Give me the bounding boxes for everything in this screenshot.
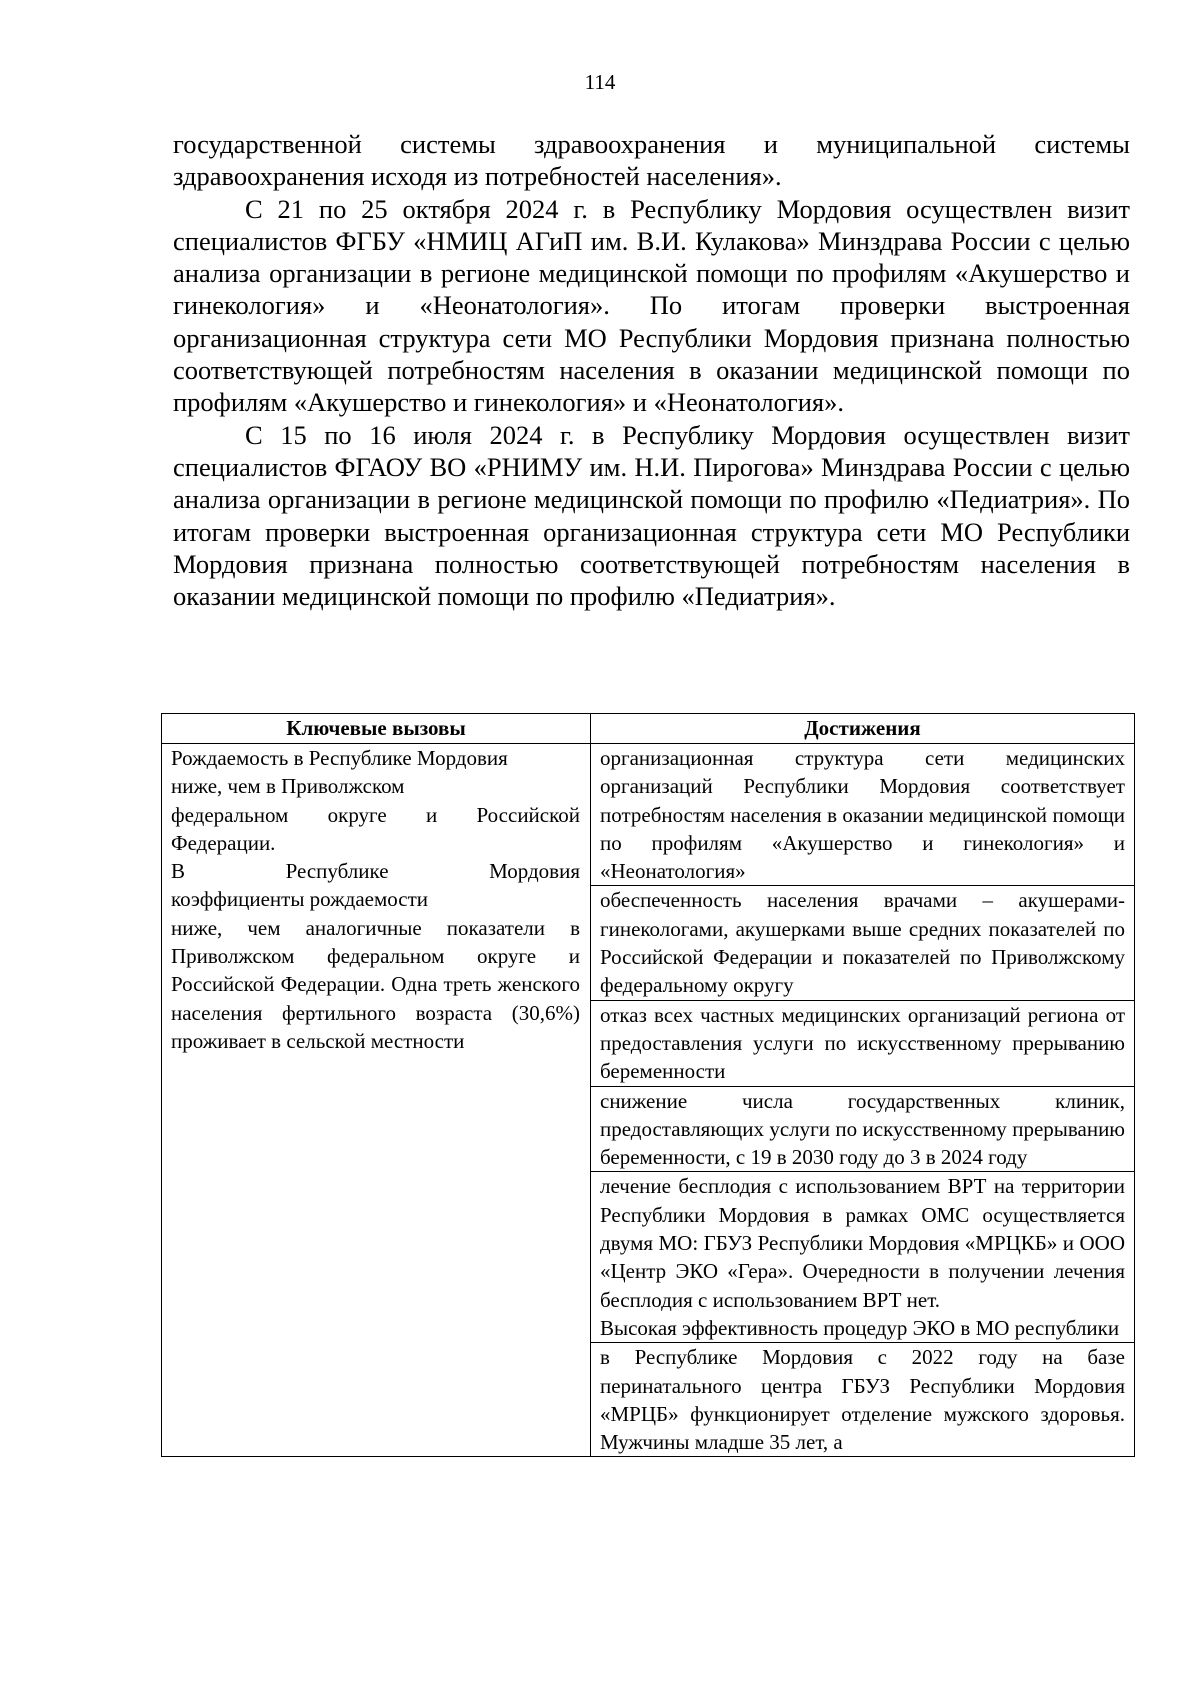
achievement-cell: организационная структура сети медицинских организаций Республики Мордовия соответствует потребностям населения в оказании медицинской помощи по профилям «Акушерство и гинекология» и «Неонатология»	[591, 744, 1135, 886]
paragraph: С 21 по 25 октября 2024 г. в Республику Мордовия осуществлен визит специалистов ФГБУ «НМИЦ АГиП им. В.И. Кулакова» Минздрава России с целью анализа организации в регионе медицинской помощи по профилям «Акушерство и гинекология» и «Неонатология». По итогам проверки выстроенная организационная структура сети МО Республики Мордовия признана полностью соответствующей потребностям населения в оказании медицинской помощи по профилям «Акушерство и гинекология» и «Неонатология».	[173, 193, 1130, 418]
challenge-line: ниже, чем в Приволжском	[171, 774, 405, 799]
table-row	[162, 744, 1135, 886]
achievement-cell: отказ всех частных медицинских организаций региона от предоставления услуги по искусственному прерыванию беременности	[591, 1000, 1135, 1086]
achievement-cell: обеспеченность населения врачами – акушерами-гинекологами, акушерками выше средних показателей по Российской Федерации и показателей по Приволжскому федеральному округу	[591, 886, 1135, 1000]
challenges-cell	[162, 744, 591, 1457]
challenge-line: В Республике Мордовия	[171, 859, 580, 884]
header-achievements: Достижения	[591, 714, 1135, 744]
challenge-line: Федерации.	[171, 830, 276, 855]
body-text	[173, 128, 1130, 612]
challenge-line: коэффициенты рождаемости	[171, 887, 429, 912]
achievement-text: лечение бесплодия с использованием ВРТ на территории Республики Мордовия в рамках ОМС осуществляется двумя МО: ГБУЗ Республики Мордовия «МРЦКБ» и ООО «Центр ЭКО «Гера». Очередности в получении лечения бесплодия с использованием ВРТ нет.	[600, 1174, 1125, 1312]
achievement-cell: в Республике Мордовия с 2022 году на базе перинатального центра ГБУЗ Республики Мордовия «МРЦБ» функционирует отделение мужского здоровья. Мужчины младше 35 лет, а	[591, 1343, 1135, 1457]
achievement-cell	[591, 1172, 1135, 1343]
paragraph: С 15 по 16 июля 2024 г. в Республику Мордовия осуществлен визит специалистов ФГАОУ ВО «РНИМУ им. Н.И. Пирогова» Минздрава России с целью анализа организации в регионе медицинской помощи по профилю «Педиатрия». По итогам проверки выстроенная организационная структура сети МО Республики Мордовия признана полностью соответствующей потребностям населения в оказании медицинской помощи по профилю «Педиатрия».	[173, 419, 1130, 612]
header-challenges: Ключевые вызовы	[162, 714, 591, 744]
achievement-cell: снижение числа государственных клиник, предоставляющих услуги по искусственному прерыванию беременности, с 19 в 2030 году до 3 в 2024 году	[591, 1086, 1135, 1172]
paragraph: государственной системы здравоохранения и муниципальной системы здравоохранения исходя из потребностей населения».	[173, 129, 1130, 192]
challenge-line: ниже, чем аналогичные показатели в Приволжском федеральном округе и Российской Федерации. Одна треть женского населения фертильного возраста (30,6%) проживает в сельской местности	[171, 915, 580, 1053]
page-number: 114	[584, 70, 616, 94]
challenge-line: федеральном округе и Российской	[171, 802, 580, 827]
challenges-achievements-table	[161, 713, 1135, 1457]
challenge-line: Рождаемость в Республике Мордовия	[171, 746, 508, 770]
achievement-text: Высокая эффективность процедур ЭКО в МО республики	[600, 1315, 1120, 1340]
table-header-row	[162, 714, 1135, 744]
